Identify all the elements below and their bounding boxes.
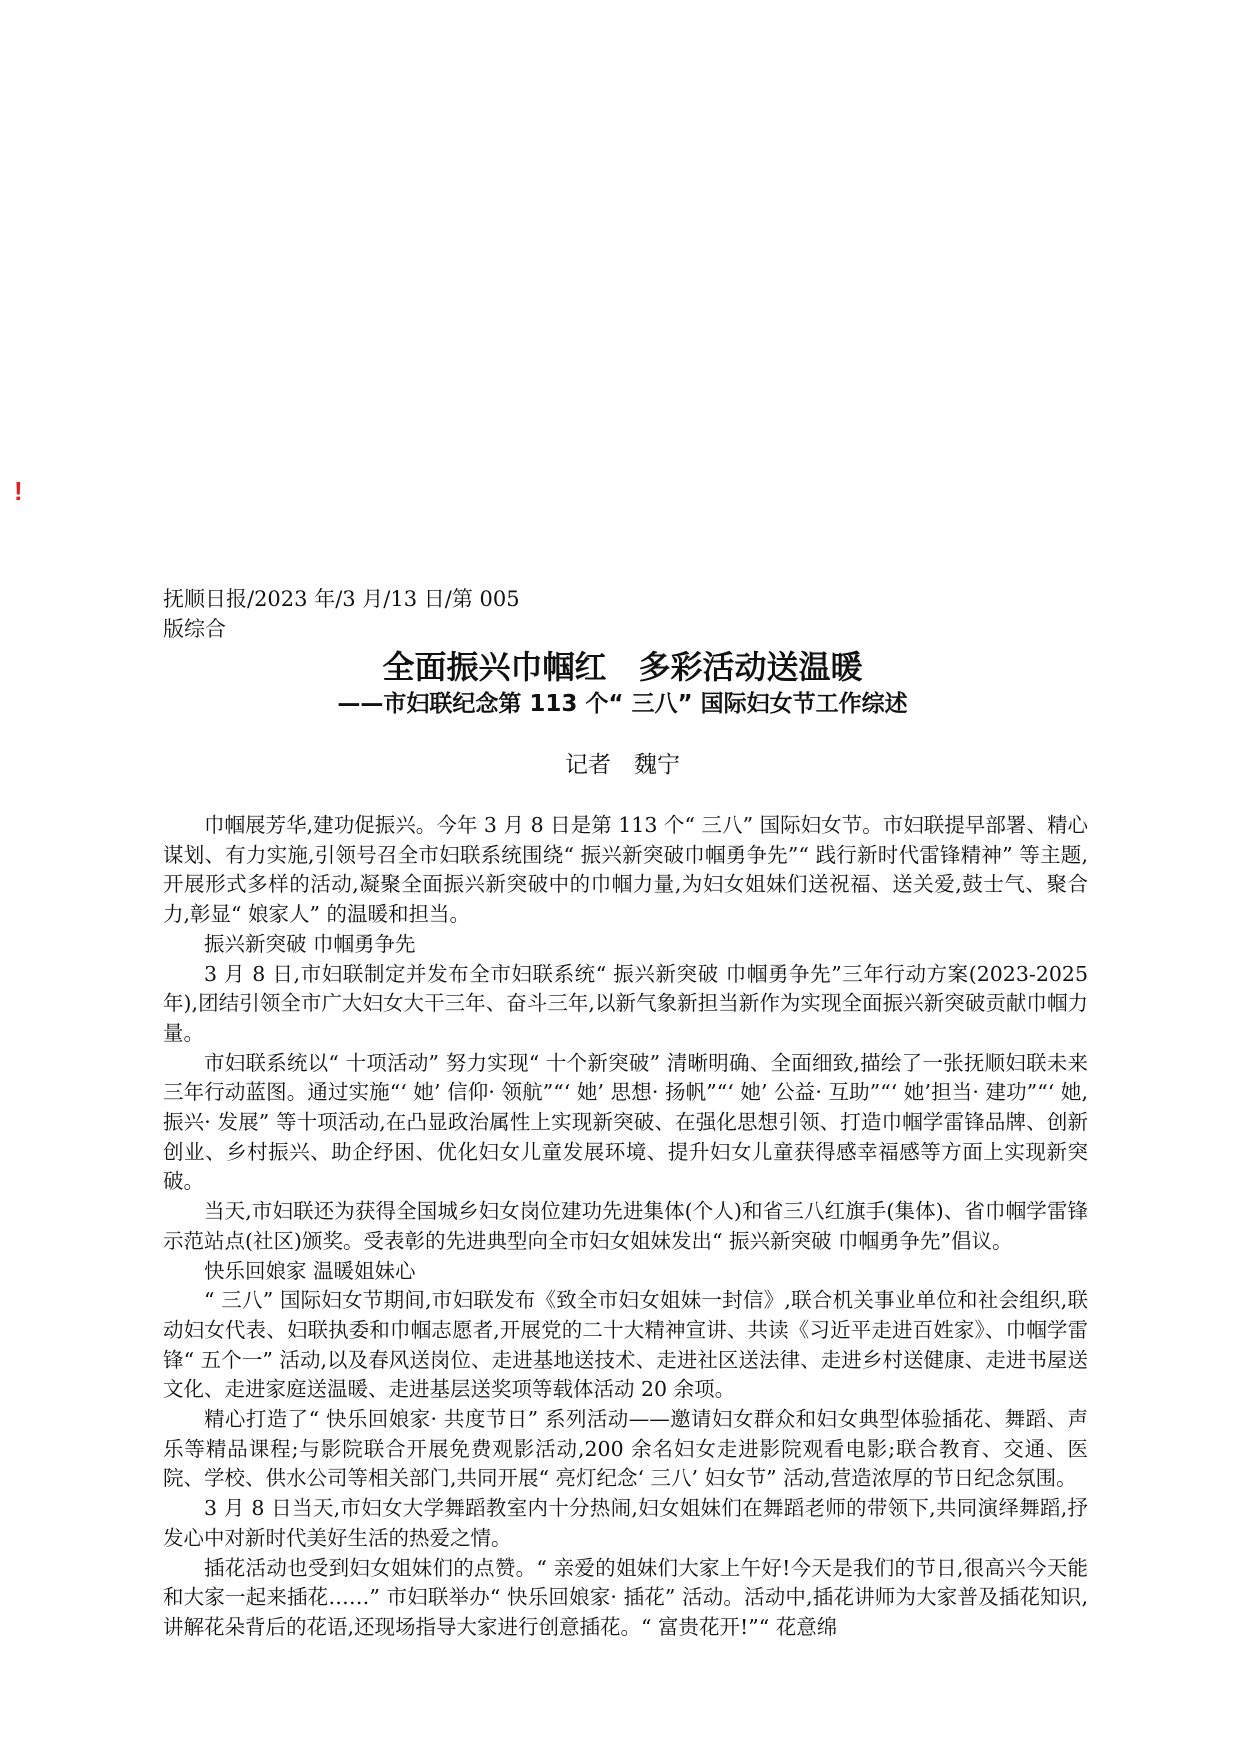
section-heading: 快乐回娘家 温暖姐妹心 (204, 1258, 416, 1283)
article-subtitle: ——市妇联纪念第 113 个“ 三八” 国际妇女节工作综述 (337, 691, 908, 717)
paragraph: 3 月 8 日当天,市妇女大学舞蹈教室内十分热闹,妇女姐妹们在舞蹈老师的带领下,共同演绎舞蹈,抒发心中对新时代美好生活的热爱之情。 (163, 1496, 1088, 1550)
paragraph: 当天,市妇联还为获得全国城乡妇女岗位建功先进集体(个人)和省三八红旗手(集体)、省巾帼学雷锋示范站点(社区)颁奖。受表彰的先进典型向全市妇女姐妹发出“ 振兴新突破 巾帼勇争先”倡议。 (163, 1199, 1088, 1253)
paragraph: 插花活动也受到妇女姐妹们的点赞。“ 亲爱的姐妹们大家上午好!今天是我们的节日,很高兴今天能和大家一起来插花……” 市妇联举办“ 快乐回娘家· 插花” 活动。活动中,插花讲师为大家普及插花知识,讲解花朵背后的花语,还现场指导大家进行创意插花。“ 富贵花开!”“ 花意绵 (163, 1555, 1088, 1639)
section-heading: 振兴新突破 巾帼勇争先 (204, 931, 416, 956)
paragraph: 精心打造了“ 快乐回娘家· 共度节日” 系列活动——邀请妇女群众和妇女典型体验插花、舞蹈、声乐等精品课程;与影院联合开展免费观影活动,200 余名妇女走进影院观看电影;联合教育、交通、医院、学校、供水公司等相关部门,共同开展“ 亮灯纪念‘ 三八’ 妇女节” 活动,营造浓厚的节日纪念氛围。 (163, 1407, 1088, 1491)
article-title: 全面振兴巾帼红 多彩活动送温暖 (382, 648, 863, 686)
article-header (160, 646, 1085, 720)
warning-mark: ! (14, 476, 23, 506)
paragraph: 3 月 8 日,市妇联制定并发布全市妇联系统“ 振兴新突破 巾帼勇争先”三年行动方案(2023-2025 年),团结引领全市广大妇女大干三年、奋斗三年,以新气象新担当新作为实现全面振兴新突破贡献巾帼力量。 (163, 961, 1088, 1045)
paragraph: 市妇联系统以“ 十项活动” 努力实现“ 十个新突破” 清晰明确、全面细致,描绘了一张抚顺妇联未来三年行动蓝图。通过实施“‘ 她’ 信仰· 领航”“‘ 她’ 思想· 扬帆”“‘ 她’ 公益· 互助”“‘ 她’担当· 建功”“‘ 她,振兴· 发展” 等十项活动,在凸显政治属性上实现新突破、在强化思想引领、打造巾帼学雷锋品牌、创新创业、乡村振兴、助企纾困、优化妇女儿童发展环境、提升妇女儿童获得感幸福感等方面上实现新突破。 (163, 1050, 1088, 1194)
paragraph: “ 三八” 国际妇女节期间,市妇联发布《致全市妇女姐妹一封信》,联合机关事业单位和社会组织,联动妇女代表、妇联执委和巾帼志愿者,开展党的二十大精神宣讲、共读《习近平走进百姓家》、巾帼学雷锋“ 五个一” 活动,以及春风送岗位、走进基地送技术、走进社区送法律、走进乡村送健康、走进书屋送文化、走进家庭送温暖、走进基层送奖项等载体活动 20 余项。 (163, 1288, 1088, 1402)
source-line: 抚顺日报/2023 年/3 月/13 日/第 005 版综合 (163, 587, 520, 641)
paragraph: 巾帼展芳华,建功促振兴。今年 3 月 8 日是第 113 个“ 三八” 国际妇女节。市妇联提早部署、精心谋划、有力实施,引领号召全市妇联系统围绕“ 振兴新突破巾帼勇争先”“ 践行新时代雷锋精神” 等主题,开展形式多样的活动,凝聚全面振兴新突破中的巾帼力量,为妇女姐妹们送祝福、送关爱,鼓士气、聚合力,彰显“ 娘家人” 的温暖和担当。 (163, 813, 1088, 927)
byline: 记者 魏宁 (565, 752, 680, 778)
article-body (163, 811, 1088, 1643)
